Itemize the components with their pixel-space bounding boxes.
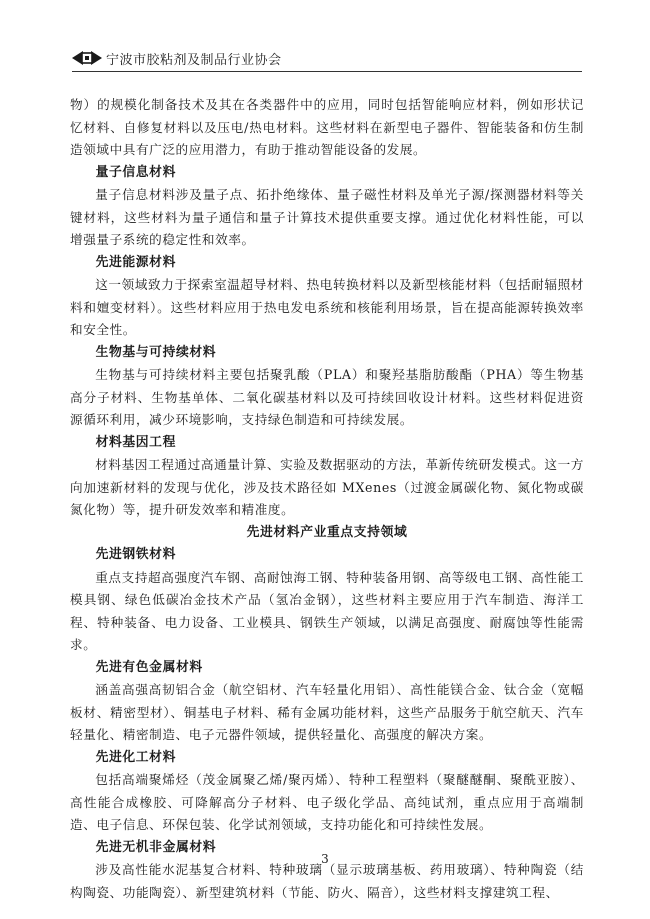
- section-paragraph-quantum: 量子信息材料涉及量子点、拓扑绝缘体、量子磁性材料及单光子源/探测器材料等关键材料，这些材料为量子通信和量子计算技术提供重要支撑。通过优化材料性能，可以增强量子系统的稳定性和效率。: [70, 187, 584, 247]
- association-logo-icon: [72, 50, 102, 66]
- section-heading-nonferrous: 先进有色金属材料: [95, 659, 203, 675]
- intro-paragraph: 物）的规模化制备技术及其在各类器件中的应用，同时包括智能响应材料，例如形状记忆材料、自修复材料以及压电/热电材料。这些材料在新型电子器件、智能装备和仿生制造领域中具有广泛的应用潜力，有助于推动智能设备的发展。: [70, 97, 584, 157]
- document-body: [70, 94, 584, 904]
- section-paragraph-nonferrous: 涵盖高强高韧铝合金（航空铝材、汽车轻量化用铝）、高性能镁合金、钛合金（宽幅板材、精密型材）、铜基电子材料、稀有金属功能材料，这些产品服务于航空航天、汽车轻量化、精密制造、电子元器件领域，提供轻量化、高强度的解决方案。: [70, 682, 584, 742]
- section-heading-quantum: 量子信息材料: [95, 164, 176, 180]
- section-heading-biobased: 生物基与可持续材料: [95, 344, 217, 360]
- section-paragraph-inorganic: 涉及高性能水泥基复合材料、特种玻璃（显示玻璃基板、药用玻璃）、特种陶瓷（结构陶瓷、功能陶瓷）、新型建筑材料（节能、防火、隔音），这些材料支撑建筑工程、: [70, 862, 584, 900]
- section-heading-steel: 先进钢铁材料: [95, 547, 176, 562]
- section-paragraph-biobased: 生物基与可持续材料主要包括聚乳酸（PLA）和聚羟基脂肪酸酯（PHA）等生物基高分子材料、生物基单体、二氧化碳基材料以及可持续回收设计材料。这些材料促进资源循环利用，减少环境影响，支持绿色制造和可持续发展。: [70, 367, 584, 427]
- section-heading-materials-genome: 材料基因工程: [95, 434, 176, 450]
- page-number: 3: [321, 852, 329, 866]
- section-paragraph-energy: 这一领域致力于探索室温超导材料、热电转换材料以及新型核能材料（包括耐辐照材料和嬗变材料）。这些材料应用于热电发电系统和核能利用场景，旨在提高能源转换效率和安全性。: [70, 277, 584, 337]
- centered-section-title: 先进材料产业重点支持领域: [246, 524, 408, 540]
- section-paragraph-chemical: 包括高端聚烯烃（茂金属聚乙烯/聚丙烯）、特种工程塑料（聚醚醚酮、聚酰亚胺）、高性能合成橡胶、可降解高分子材料、电子级化学品、高纯试剂，重点应用于高端制造、电子信息、环保包装、化学试剂领域，支持功能化和可持续性发展。: [70, 772, 584, 832]
- section-heading-chemical: 先进化工材料: [95, 749, 176, 765]
- section-heading-energy: 先进能源材料: [95, 254, 176, 270]
- section-paragraph-steel: 重点支持超高强度汽车钢、高耐蚀海工钢、特种装备用钢、高等级电工钢、高性能工模具钢、绿色低碳冶金技术产品（氢冶金钢），这些材料主要应用于汽车制造、海洋工程、特种装备、电力设备、工业模具、钢铁生产领域，以满足高强度、耐腐蚀等性能需求。: [70, 569, 584, 652]
- page-header: [72, 48, 582, 70]
- header-divider: [72, 71, 582, 72]
- header-title: 宁波市胶粘剂及制品行业协会: [106, 53, 282, 68]
- section-heading-inorganic: 先进无机非金属材料: [95, 839, 217, 855]
- section-paragraph-materials-genome: 材料基因工程通过高通量计算、实验及数据驱动的方法，革新传统研发模式。这一方向加速新材料的发现与优化，涉及技术路径如 MXenes（过渡金属碳化物、氮化物或碳氮化物）等，提升研发效率和精准度。: [70, 457, 584, 517]
